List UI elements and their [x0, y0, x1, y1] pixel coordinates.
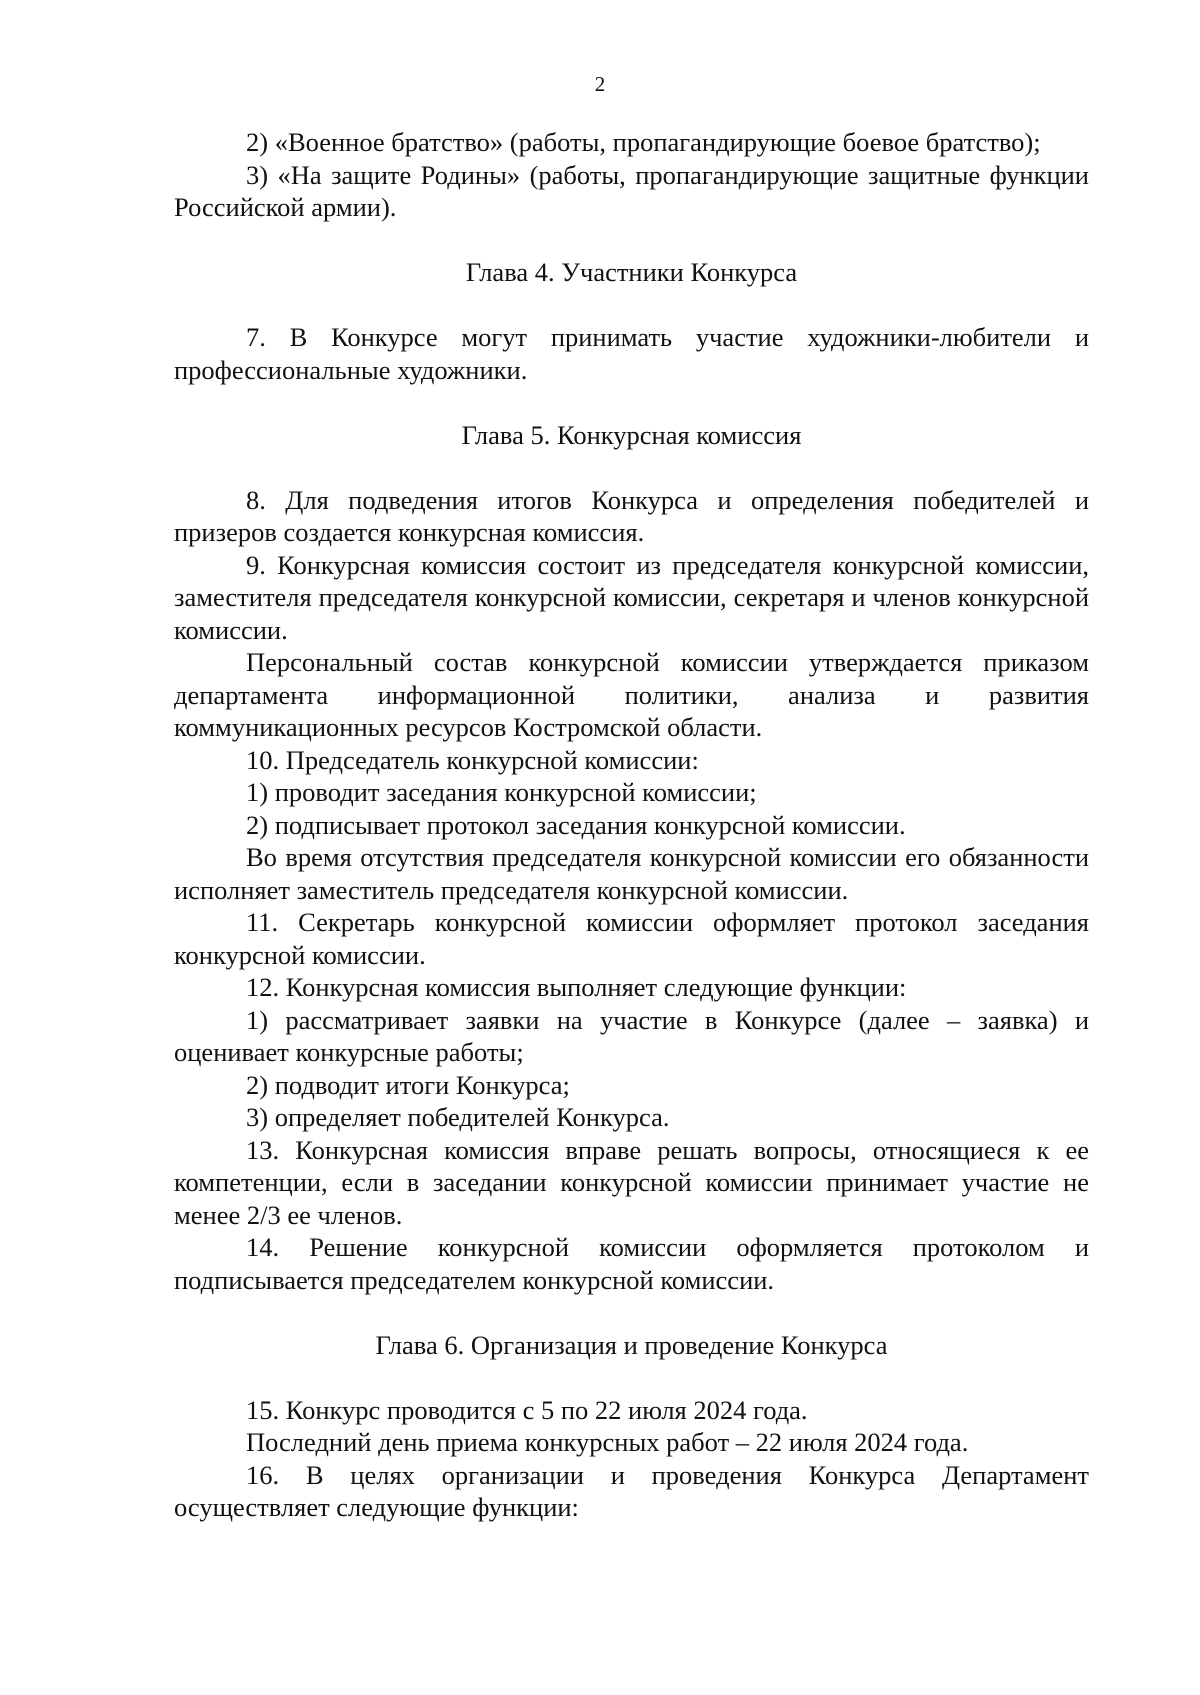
page-number: 2	[594, 72, 606, 96]
paragraph-12-item-2: 2) подводит итоги Конкурса;	[246, 1069, 570, 1100]
paragraph-15: 15. Конкурс проводится с 5 по 22 июля 2024 года.	[246, 1394, 808, 1425]
paragraph-10-item-1: 1) проводит заседания конкурсной комиссии;	[246, 777, 757, 807]
paragraph-last-day: Последний день приема конкурсных работ – 22 июля 2024 года.	[246, 1427, 969, 1457]
paragraph-10: 10. Председатель конкурсной комиссии:	[246, 744, 699, 775]
paragraph-12: 12. Конкурсная комиссия выполняет следующие функции:	[246, 972, 907, 1002]
paragraph-16: 16. В целях организации и проведения Конкурса Департамент осуществляет следующие функции:	[174, 1459, 1089, 1522]
paragraph-14: 14. Решение конкурсной комиссии оформляется протоколом и подписывается председателем конкурсной комиссии.	[174, 1232, 1089, 1295]
paragraph-7: 7. В Конкурсе могут принимать участие художники-любители и профессиональные художники.	[174, 322, 1089, 385]
paragraph-11: 11. Секретарь конкурсной комиссии оформляет протокол заседания конкурсной комиссии.	[174, 907, 1089, 970]
paragraph-10-item-2: 2) подписывает протокол заседания конкурсной комиссии.	[246, 809, 906, 840]
paragraph-12-item-1: 1) рассматривает заявки на участие в Конкурсе (далее – заявка) и оценивает конкурсные работы;	[174, 1004, 1089, 1067]
paragraph-chair-absence: Во время отсутствия председателя конкурсной комиссии его обязанности исполняет заместитель председателя конкурсной комиссии.	[174, 842, 1089, 905]
paragraph-12-item-3: 3) определяет победителей Конкурса.	[246, 1102, 670, 1132]
paragraph-13: 13. Конкурсная комиссия вправе решать вопросы, относящиеся к ее компетенции, если в заседании конкурсной комиссии принимает участие не менее 2/3 ее членов.	[174, 1134, 1089, 1230]
chapter-6-heading: Глава 6. Организация и проведение Конкурса	[375, 1329, 888, 1360]
paragraph-military-brotherhood: 2) «Военное братство» (работы, пропагандирующие боевое братство);	[246, 127, 1041, 157]
paragraph-personal-composition: Персональный состав конкурсной комиссии утверждается приказом департамента информационной политики, анализа и развития коммуникационных ресурсов Костромской области.	[174, 647, 1089, 742]
chapter-5-heading: Глава 5. Конкурсная комиссия	[461, 419, 802, 450]
chapter-4-heading: Глава 4. Участники Конкурса	[465, 257, 798, 287]
document-body	[174, 126, 1089, 1524]
paragraph-8: 8. Для подведения итогов Конкурса и определения победителей и призеров создается конкурсная комиссия.	[174, 484, 1089, 547]
paragraph-9: 9. Конкурсная комиссия состоит из председателя конкурсной комиссии, заместителя председателя конкурсной комиссии, секретаря и членов конкурсной комиссии.	[174, 549, 1089, 645]
paragraph-defense-of-motherland: 3) «На защите Родины» (работы, пропагандирующие защитные функции Российской армии).	[174, 159, 1089, 222]
